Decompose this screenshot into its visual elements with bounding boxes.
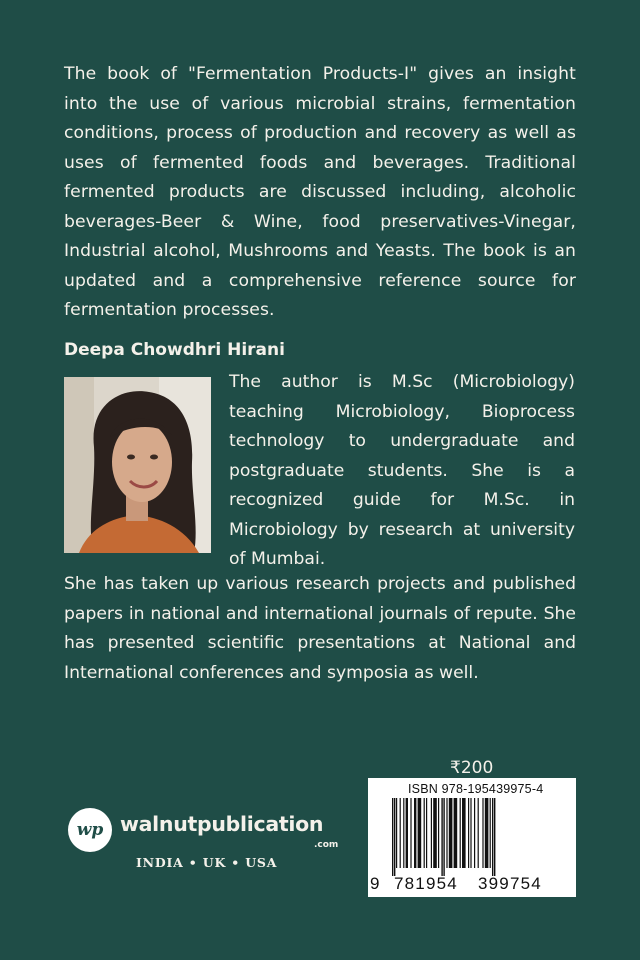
- walnut-monogram-icon: wp: [68, 808, 112, 852]
- book-description: The book of "Fermentation Products-I" gives an insight into the use of various microbial strains, fermentation conditions, process of production and recovery as well as uses of fermented foods and beverages. Traditional fermented products are discussed including, alcoholic beverages-Beer & Wine, food preservatives-Vinegar, Industrial alcohol, Mushrooms and Yeasts. The book is an updated and a comprehensive reference source for fermentation processes.: [64, 64, 576, 320]
- author-portrait-icon: [64, 377, 211, 553]
- barcode-digit-first: 9: [370, 874, 380, 893]
- barcode-digits-right: 399754: [478, 874, 542, 893]
- publisher-regions: INDIA • UK • USA: [136, 855, 278, 870]
- isbn-label: ISBN 978-195439975-4: [408, 782, 544, 796]
- publisher-name: walnutpublication: [120, 812, 324, 836]
- isbn-barcode: [368, 778, 576, 897]
- price: ₹200: [450, 758, 494, 778]
- publisher-domain-suffix: .com: [314, 840, 339, 850]
- author-bio-details: She has taken up various research projects and published papers in national and international journals of repute. She has presented scientific presentations at National and International conferences and symposia as well.: [64, 574, 576, 683]
- barcode-digits-left: 781954: [394, 874, 458, 893]
- author-name: Deepa Chowdhri Hirani: [64, 340, 285, 360]
- author-photo: [64, 377, 211, 553]
- author-bio-intro: The author is M.Sc (Microbiology) teaching Microbiology, Bioprocess technology to undergraduate and postgraduate students. She is a recognized guide for M.Sc. in Microbiology by research at university of Mumbai.: [229, 372, 575, 569]
- barcode-digits: [368, 874, 576, 894]
- barcode-bars: [374, 798, 570, 876]
